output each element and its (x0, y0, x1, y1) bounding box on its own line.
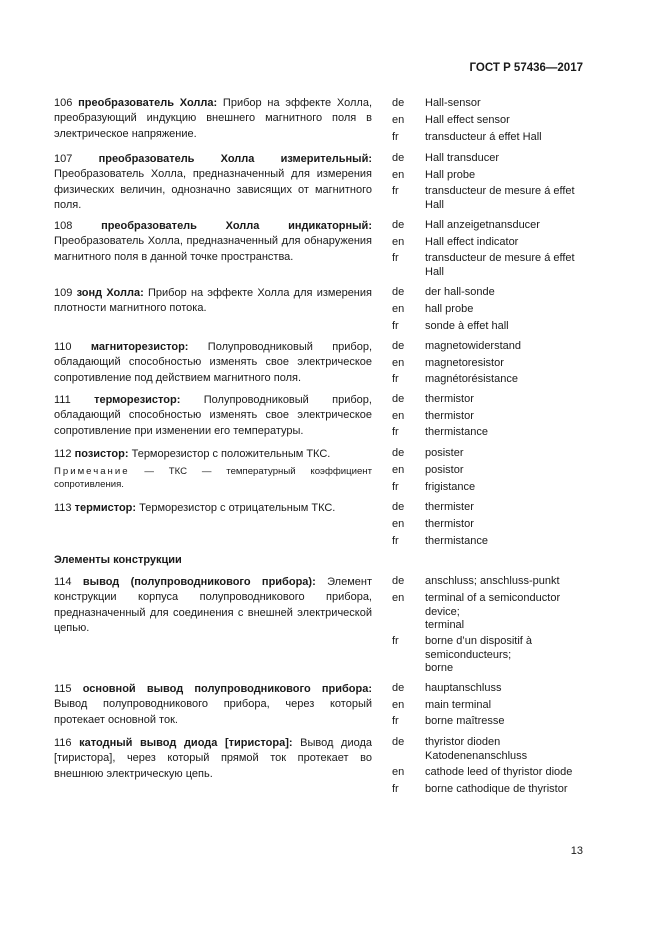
definition: Прибор на эффекте Холла, преобразующий индукцию внешнего магнитного поля в электрическое напряжение. (54, 97, 372, 140)
lang-code: de (392, 340, 405, 352)
translation-text: Hall-sensor (425, 97, 481, 109)
entry-107: 107 преобразователь Холла измерительный: Преобразователь Холла, предназначенный для измерения физических величин, однозначно зависящих от магнитного поля. (54, 153, 373, 211)
term: термистор: (74, 502, 137, 514)
term: терморезистор: (94, 394, 181, 406)
translation-text: Hall effect sensor (425, 114, 510, 126)
lang-code: fr (392, 715, 399, 727)
entry-108: 108 преобразователь Холла индикаторный: Преобразователь Холла, предназначенный для обнаружения магнитного поля в данной точке пространства. (54, 220, 372, 263)
section-title: Элементы конструкции (54, 554, 182, 566)
term: позистор: (74, 448, 129, 460)
term: преобразователь Холла: (78, 97, 218, 109)
translation-text: frigistance (425, 481, 476, 493)
lang-code: fr (392, 783, 399, 795)
lang-code: de (392, 682, 405, 694)
entry-113: 113 термистор: Терморезистор с отрицательным ТКС. (54, 502, 336, 514)
translation-text: thermistor (425, 410, 474, 422)
lang-code: de (392, 152, 405, 164)
translation-text: borne d’un dispositif à semiconducteurs; borne (425, 635, 533, 675)
translation-text: Hall probe (425, 169, 476, 181)
lang-code: de (392, 393, 405, 405)
translation-text: transducteur á effet Hall (425, 131, 542, 143)
translation-text: transducteur de mesure á effet Hall (425, 252, 575, 278)
lang-code: fr (392, 373, 399, 385)
lang-code: en (392, 169, 405, 181)
definition: Прибор на эффекте Холла для измерения плотности магнитного потока. (54, 287, 372, 315)
definition: Преобразователь Холла, предназначенный для измерения физических величин, однозначно зависящих от магнитного поля. (54, 168, 372, 211)
translation-text: Hall effect indicator (425, 236, 519, 248)
term: преобразователь Холла индикаторный: (101, 220, 372, 232)
lang-code: en (392, 303, 405, 315)
translation-text: posistor (425, 464, 464, 476)
translation-text: magnetowiderstand (425, 340, 522, 352)
lang-code: de (392, 97, 405, 109)
term: магниторезистор: (90, 341, 189, 353)
translation-text: hall probe (425, 303, 474, 315)
entry-116: 116 катодный вывод диода [тиристора]: Вывод диода [тиристора], через который прямой ток протекает во внешнюю электрическую цепь. (54, 737, 373, 780)
lang-code: de (392, 286, 405, 298)
term: зонд Холла: (76, 287, 144, 299)
translation-text: thermistance (425, 426, 488, 438)
lang-code: fr (392, 535, 399, 547)
translation-text: hauptanschluss (425, 682, 502, 694)
lang-code: en (392, 114, 405, 126)
lang-code: en (392, 518, 405, 530)
lang-code: de (392, 736, 405, 748)
translation-text: der hall-sonde (425, 286, 495, 298)
translation-text: thermistance (425, 535, 488, 547)
definition: Терморезистор с положительным ТКС. (131, 448, 331, 460)
translation-text: cathode leed of thyristor diode (425, 766, 573, 778)
lang-code: fr (392, 131, 399, 143)
term: основной вывод полупроводникового прибора: (82, 683, 372, 695)
entry-111: 111 терморезистор: Полупроводниковый прибор, обладающий способностью изменять свое электрическое сопротивление при изменении его температуры. (54, 394, 372, 437)
translation-text: magnétorésistance (425, 373, 518, 385)
lang-code: en (392, 699, 405, 711)
term: катодный вывод диода [тиристора]: (79, 737, 293, 749)
lang-code: de (392, 219, 405, 231)
translation-text: sonde à effet hall (425, 320, 509, 332)
translation-text: borne maîtresse (425, 715, 505, 727)
lang-code: fr (392, 252, 399, 264)
translation-text: borne cathodique de thyristor (425, 783, 568, 795)
entry-112: 112 позистор: Терморезистор с положительным ТКС. (54, 448, 331, 460)
definition: Вывод диода [тиристора], через который прямой ток протекает во внешнюю электрическую цепь. (54, 737, 373, 780)
lang-code: de (392, 501, 405, 513)
lang-code: fr (392, 185, 399, 197)
translation-text: thermistor (425, 518, 474, 530)
definition: Вывод полупроводникового прибора, через который протекает основной ток. (54, 698, 372, 726)
translation-text: magnetoresistor (425, 357, 504, 369)
lang-code: fr (392, 426, 399, 438)
lang-code: en (392, 766, 405, 778)
translation-text: transducteur de mesure á effet Hall (425, 185, 575, 211)
lang-code: en (392, 357, 405, 369)
lang-code: en (392, 410, 405, 422)
translation-text: Hall anzeigetnansducer (425, 219, 540, 231)
entry-115: 115 основной вывод полупроводникового прибора: Вывод полупроводникового прибора, через который протекает основной ток. (54, 683, 372, 726)
translation-text: anschluss; anschluss-punkt (425, 575, 560, 587)
translation-text: main terminal (425, 699, 492, 711)
lang-code: en (392, 464, 405, 476)
translation-text: terminal of a semiconductor device; terminal (425, 592, 561, 632)
note (54, 465, 372, 491)
entry-109: 109 зонд Холла: Прибор на эффекте Холла для измерения плотности магнитного потока. (54, 287, 372, 315)
lang-code: de (392, 575, 405, 587)
translation-text: thermister (425, 501, 474, 513)
definition: Элемент конструкции корпуса полупроводникового прибора, предназначенный для соединения с внешней электрической цепью. (54, 576, 372, 634)
term: преобразователь Холла измерительный: (98, 153, 373, 165)
definition: Преобразователь Холла, предназначенный для обнаружения магнитного поля в данной точке пространства. (54, 235, 372, 263)
note-label: Примечание (54, 466, 130, 477)
term: вывод (полупроводникового прибора): (82, 576, 316, 588)
lang-code: fr (392, 635, 399, 647)
definition: Терморезистор с отрицательным ТКС. (139, 502, 336, 514)
lang-code: en (392, 236, 405, 248)
page-number: 13 (570, 845, 583, 857)
translation-text: posister (425, 447, 464, 459)
lang-code: fr (392, 320, 399, 332)
entry-110: 110 магниторезистор: Полупроводниковый прибор, обладающий способностью изменять свое электрическое сопротивление под действием магнитного поля. (54, 341, 372, 384)
lang-code: fr (392, 481, 399, 493)
note-text: — ТКС — температурный коэффициент сопротивления. (54, 466, 372, 490)
definition: Полупроводниковый прибор, обладающий способностью изменять свое электрическое сопротивление под действием магнитного поля. (54, 341, 372, 384)
lang-code: de (392, 447, 405, 459)
entry-106: 106 преобразователь Холла: Прибор на эффекте Холла, преобразующий индукцию внешнего магнитного поля в электрическое напряжение. (54, 97, 372, 140)
definition: Полупроводниковый прибор, обладающий способностью изменять свое электрическое сопротивление при изменении его температуры. (54, 394, 372, 437)
translation-text: thyristor dioden Katodenenanschluss (425, 736, 528, 762)
translation-text: Hall transducer (425, 152, 499, 164)
lang-code: en (392, 592, 405, 604)
entry-114: 114 вывод (полупроводникового прибора): Элемент конструкции корпуса полупроводникового прибора, предназначенный для соединения с внешней электрической цепью. (54, 576, 372, 634)
standard-header: ГОСТ Р 57436—2017 (469, 62, 583, 74)
translation-text: thermistor (425, 393, 474, 405)
